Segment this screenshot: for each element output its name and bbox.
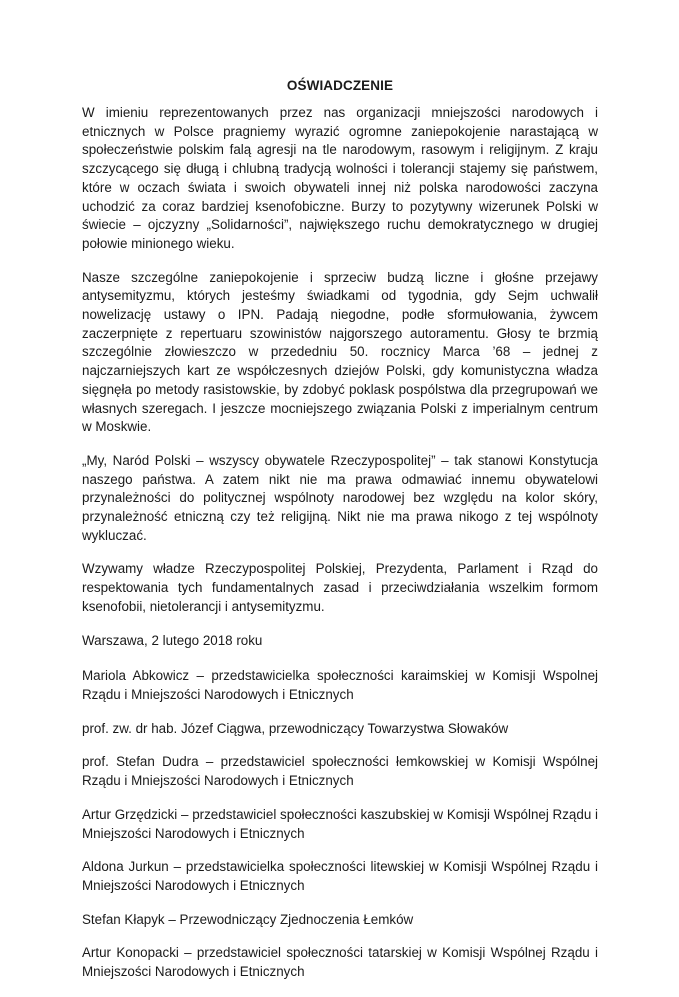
- date-line: Warszawa, 2 lutego 2018 roku: [82, 632, 263, 648]
- body-paragraph: Nasze szczególne zaniepokojenie i sprzeciw budzą liczne i głośne przejawy antysemityzmu, których jesteśmy świadkami od tygodnia, gdy Sejm uchwalił nowelizację ustawy o IPN. Padają niegodne, podłe sformułowania, żywcem zaczerpnięte z repertuaru szowinistów najgorszego autoramentu. Głosy te brzmią szczególnie złowieszczo w przededniu 50. rocznicy Marca ’68 – jednej z najczarniejszych kart ze współczesnych dziejów Polski, gdy komunistyczna władza sięgnęła po metody rasistowskie, by zdobyć poklask pospólstwa dla przegrupowań we własnych szeregach. I jeszcze mocniejszego związania Polski z imperialnym centrum w Moskwie.: [82, 269, 598, 435]
- signatory-entry: Stefan Kłapyk – Przewodniczący Zjednoczenia Łemków: [82, 911, 414, 927]
- document-title: OŚWIADCZENIE: [286, 78, 394, 93]
- signatory-entry: Artur Konopacki – przedstawiciel społeczności tatarskiej w Komisji Wspólnej Rządu i Mniejszości Narodowych i Etnicznych: [82, 945, 598, 980]
- statement-document: [82, 78, 598, 997]
- body-paragraph: „My, Naród Polski – wszyscy obywatele Rzeczypospolitej” – tak stanowi Konstytucja naszego państwa. A zatem nikt nie ma prawa odmawiać innemu obywatelowi przynależności do politycznej wspólnoty narodowej bez względu na kolor skóry, przynależność etniczną czy też religijną. Nikt nie ma prawa nikogo z tej wspólnoty wykluczać.: [82, 452, 598, 543]
- signatory-entry: Aldona Jurkun – przedstawicielka społeczności litewskiej w Komisji Wspólnej Rządu i Mniejszości Narodowych i Etnicznych: [82, 859, 598, 893]
- signatory-entry: prof. Stefan Dudra – przedstawiciel społeczności łemkowskiej w Komisji Wspólnej Rządu i Mniejszości Narodowych i Etnicznych: [82, 754, 598, 789]
- signatory-entry: Artur Grzędzicki – przedstawiciel społeczności kaszubskiej w Komisji Wspólnej Rządu i Mniejszości Narodowych i Etnicznych: [82, 806, 598, 841]
- body-paragraph: W imieniu reprezentowanych przez nas organizacji mniejszości narodowych i etnicznych w Polsce pragniemy wyrazić ogromne zaniepokojenie narastającą w społeczeństwie polskim falą agresji na tle narodowym, rasowym i religijnym. Z kraju szczycącego się długą i chlubną tradycją wolności i tolerancji stajemy się państwem, które w oczach świata i swoich obywateli innej niż polska narodowości zaczyna uchodzić za coraz bardziej ksenofobiczne. Burzy to pozytywny wizerunek Polski w świecie – ojczyzny „Solidarności”, największego ruchu demokratycznego w drugiej połowie minionego wieku.: [82, 105, 598, 251]
- body-paragraph: Wzywamy władze Rzeczypospolitej Polskiej, Prezydenta, Parlament i Rząd do respektowania tych fundamentalnych zasad i przeciwdziałania wszelkim formom ksenofobii, nietolerancji i antysemityzmu.: [82, 561, 598, 614]
- signatory-list: [82, 667, 598, 981]
- signatory-entry: prof. zw. dr hab. Józef Ciągwa, przewodniczący Towarzystwa Słowaków: [82, 720, 509, 736]
- signatory-entry: Mariola Abkowicz – przedstawicielka społeczności karaimskiej w Komisji Wspolnej Rządu i Mniejszości Narodowych i Etnicznych: [82, 668, 598, 702]
